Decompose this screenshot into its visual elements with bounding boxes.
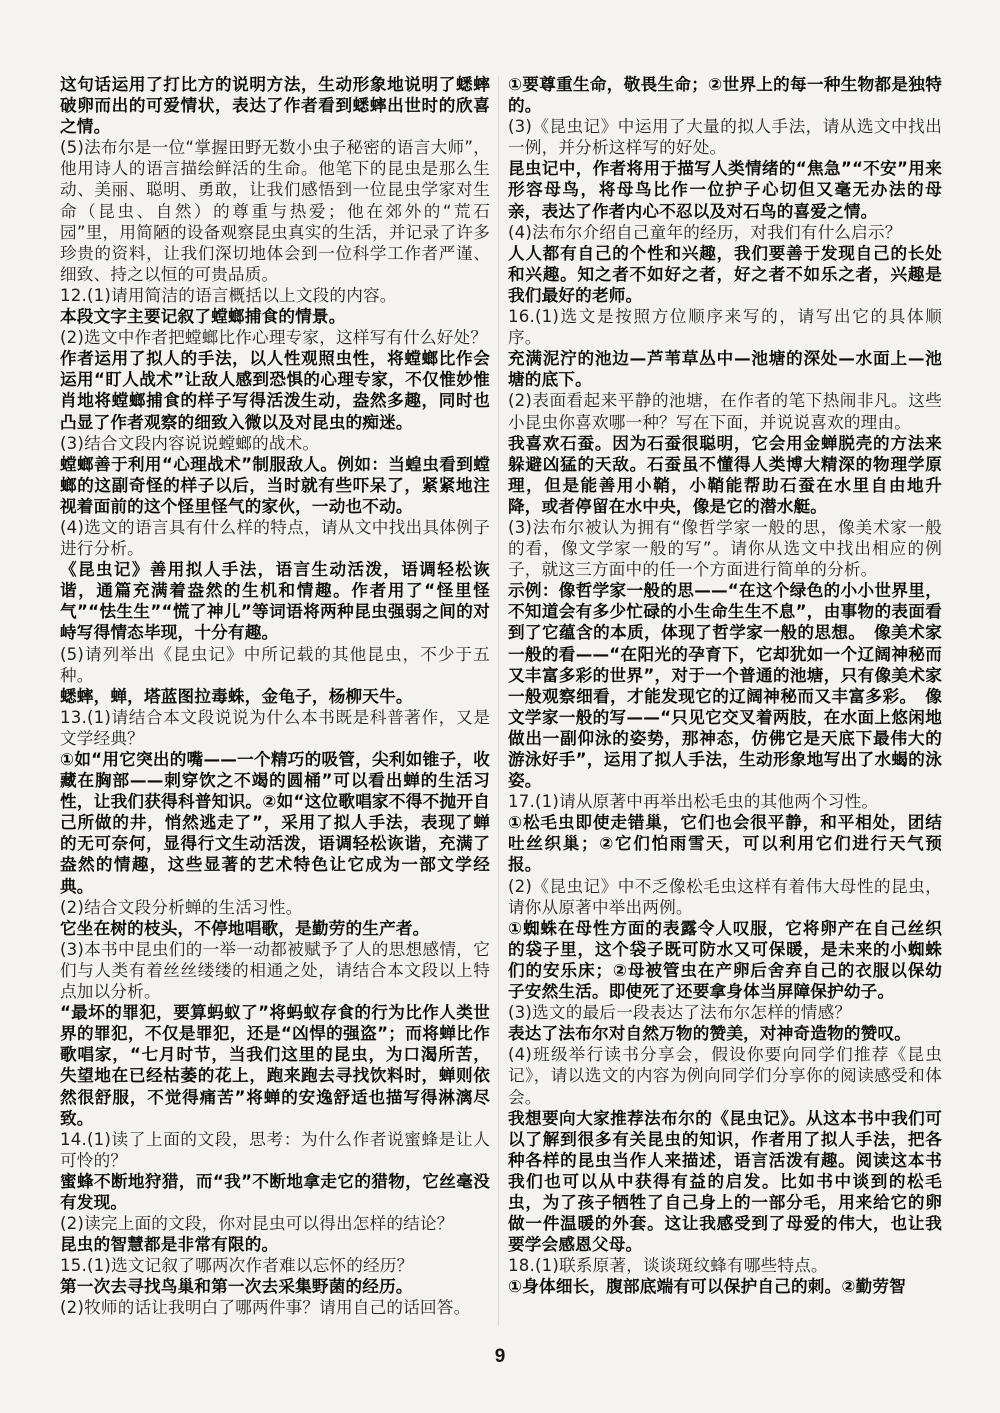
question-paragraph: (2)结合文段分析蝉的生活习性。	[60, 897, 303, 917]
answer-paragraph: 昆虫记中，作者将用于描写人类情绪的“焦急”“不安”用来形容母鸟，将母鸟比作一位护子心切但又毫无办法的母亲，表达了作者内心不忍以及对石鸟的喜爱之情。	[508, 159, 942, 221]
left-column	[60, 74, 490, 1319]
answer-paragraph: 作者运用了拟人的手法，以人性观照虫性，将螳螂比作会运用“盯人战术”让敌人感到恐惧的心理专家，不仅惟妙惟肖地将螳螂捕食的样子写得活泼生动，盎然多趣，同时也凸显了作者观察的细致入微以及对昆虫的痴迷。	[60, 349, 490, 432]
question-paragraph: (4)法布尔介绍自己童年的经历，对我们有什么启示？	[508, 222, 902, 242]
answer-paragraph: 充满泥泞的池边—芦苇草丛中—池塘的深处—水面上—池塘的底下。	[508, 349, 942, 390]
answer-paragraph: 它坐在树的枝头，不停地唱歌，是勤劳的生产者。	[60, 918, 430, 938]
question-paragraph: (4)选文的语言具有什么样的特点，请从文中找出具体例子进行分析。	[60, 517, 490, 559]
answer-paragraph: 昆虫的智慧都是非常有限的。	[60, 1235, 279, 1255]
answer-paragraph: 螳螂善于利用“心理战术”制服敌人。例如：当蝗虫看到螳螂的这副奇怪的样子以后，当时就有些吓呆了，紧紧地注视着面前的这个怪里怪气的家伙，一动也不动。	[60, 454, 490, 516]
answer-paragraph: 我想要向大家推荐法布尔的《昆虫记》。从这本书中我们可以了解到很多有关昆虫的知识，作者用了拟人手法，把各种各样的昆虫当作人来描述，语言活泼有趣。阅读这本书我们也可以从中获得有益的启发。比如书中谈到的松毛虫，为了孩子牺牲了自己身上的一部分毛，用来给它的卵做一件温暖的外套。这让我感受到了母爱的伟大，也让我要学会感恩父母。	[508, 1108, 942, 1255]
question-paragraph: (3)本书中昆虫们的一举一动都被赋予了人的思想感情，它们与人类有着丝丝缕缕的相通之处，请结合本文段以上特点加以分析。	[60, 939, 490, 1002]
answer-paragraph: 表达了法布尔对自然万物的赞美，对神奇造物的赞叹。	[508, 1024, 912, 1044]
answer-paragraph: ①身体细长，腹部底端有可以保护自己的刺。②勤劳智	[508, 1277, 906, 1297]
right-column	[508, 74, 942, 1297]
answer-paragraph: 人人都有自己的个性和兴趣，我们要善于发现自己的长处和兴趣。知之者不如好之者，好之者不如乐之者，兴趣是我们最好的老师。	[508, 243, 942, 305]
column-divider	[498, 76, 499, 1326]
question-paragraph: (3)《昆虫记》中运用了大量的拟人手法，请从选文中找出一例，并分析这样写的好处。	[508, 117, 942, 158]
question-paragraph: (3)结合文段内容说说螳螂的战术。	[60, 433, 320, 453]
answer-paragraph: 示例：像哲学家一般的思——“在这个绿色的小小世界里，不知道会有多少忙碌的小生命生生不息”，由事物的表面看到了它蕴含的本质，体现了哲学家一般的思想。 像美术家一般的看——“在阳光的孕育下，它却犹如一个辽阔神秘而又丰富多彩的世界”，对于一个普通的池塘，只有像美术家一般观察细看，才能发现它的辽阔神秘而又丰富多彩。 像文学家一般的写——“只见它交叉着两肢，在水面上悠闲地做出一副仰泳的姿势，那神态，仿佛它是天底下最伟大的游泳好手”，运用了拟人手法，生动形象地写出了水蝎的泳姿。	[508, 581, 942, 791]
question-paragraph: (5)法布尔是一位“掌握田野无数小虫子秘密的语言大师”，他用诗人的语言描绘鲜活的生命。他笔下的昆虫是那么生动、美丽、聪明、勇敢，让我们感悟到一位昆虫学家对生命（昆虫、自然）的尊重与热爱；他在郊外的“荒石园”里，用简陋的设备观察昆虫真实的生活，并记录了许多珍贵的资料，让我们深切地体会到一位科学工作者严谨、细致、持之以恒的可贵品质。	[60, 138, 490, 284]
question-paragraph: (2)《昆虫记》中不乏像松毛虫这样有着伟大母性的昆虫，请你从原著中举出两例。	[508, 876, 942, 917]
question-paragraph: 18.(1)联系原著，谈谈斑纹蜂有哪些特点。	[508, 1256, 828, 1276]
answer-paragraph: 这句话运用了打比方的说明方法，生动形象地说明了蟋蟀破卵而出的可爱情状，表达了作者看到蟋蟀出世时的欣喜之情。	[60, 75, 490, 137]
question-paragraph: (5)请列举出《昆虫记》中所记载的其他昆虫，不少于五种。	[60, 644, 490, 685]
question-paragraph: (2)选文中作者把螳螂比作心理专家，这样写有什么好处？	[60, 328, 488, 348]
question-paragraph: 14.(1)读了上面的文段，思考：为什么作者说蜜蜂是让人可怜的？	[60, 1129, 490, 1170]
page-number: 9	[494, 1346, 506, 1367]
question-paragraph: (2)读完上面的文段，你对昆虫可以得出怎样的结论？	[60, 1214, 454, 1234]
question-paragraph: (3)法布尔被认为拥有“像哲学家一般的思，像美术家一般的看，像文学家一般的写”。请你从选文中找出相应的例子，就这三方面中的任一个方面进行简单的分析。	[508, 517, 942, 580]
question-paragraph: 12.(1)请用简洁的语言概括以上文段的内容。	[60, 285, 397, 305]
answer-paragraph: 本段文字主要记叙了螳螂捕食的情景。	[60, 307, 346, 327]
answer-paragraph: “最坏的罪犯，要算蚂蚁了”将蚂蚁存食的行为比作人类世界的罪犯，不仅是罪犯，还是“凶悍的强盗”；而将蝉比作歌唱家，“七月时节，当我们这里的昆虫，为口渴所苦，失望地在已经枯萎的花上，跑来跑去寻找饮料时，蝉则依然很舒服，不觉得痛苦”将蝉的安逸舒适也描写得淋漓尽致。	[60, 1003, 490, 1128]
answer-paragraph: 蟋蟀，蝉，塔蓝图拉毒蛛，金龟子，杨柳天牛。	[60, 686, 413, 706]
answer-paragraph: ①松毛虫即使走错巢，它们也会很平静，和平相处，团结吐丝织巢；②它们怕雨雪天，可以利用它们进行天气预报。	[508, 813, 942, 875]
answer-paragraph: ①如“用它突出的嘴——一个精巧的吸管，尖利如锥子，收藏在胸部——刺穿饮之不竭的圆桶”可以看出蝉的生活习性，让我们获得科普知识。②如“这位歌唱家不得不抛开自己所做的井，悄然逃走了”，采用了拟人手法，表现了蝉的无可奈何，显得行文生动活泼，语调轻松诙谐，充满了盎然的情趣，这些显著的艺术特色让它成为一部文学经典。	[60, 750, 490, 896]
question-paragraph: 17.(1)请从原著中再举出松毛虫的其他两个习性。	[508, 792, 879, 812]
answer-paragraph: ①要尊重生命，敬畏生命；②世界上的每一种生物都是独特的。	[508, 75, 942, 116]
answer-paragraph: ①蜘蛛在母性方面的表露令人叹服，它将卵产在自己丝织的袋子里，这个袋子既可防水又可保暖，是未来的小蜘蛛们的安乐床；②母被管虫在产卵后舍弃自己的衣服以保幼子安然生活。即使死了还要拿身体当屏障保护幼子。	[508, 918, 942, 1002]
question-paragraph: 16.(1)选文是按照方位顺序来写的，请写出它的具体顺序。	[508, 307, 942, 348]
question-paragraph: 15.(1)选文记叙了哪两次作者难以忘怀的经历？	[60, 1256, 414, 1276]
question-paragraph: (4)班级举行读书分享会，假设你要向同学们推荐《昆虫记》，请以选文的内容为例向同学们分享你的阅读感受和体会。	[508, 1045, 942, 1107]
question-paragraph: 13.(1)请结合本文段说说为什么本书既是科普著作，又是文学经典？	[60, 707, 490, 748]
answer-paragraph: 第一次去寻找鸟巢和第一次去采集野菌的经历。	[60, 1277, 413, 1297]
question-paragraph: (2)表面看起来平静的池塘，在作者的笔下热闹非凡。这些小昆虫你喜欢哪一种？写在下面，并说说喜欢的理由。	[508, 391, 942, 432]
question-paragraph: (3)选文的最后一段表达了法布尔怎样的情感？	[508, 1003, 852, 1023]
answer-paragraph: 《昆虫记》善用拟人手法，语言生动活泼，语调轻松诙谐，通篇充满着盎然的生机和情趣。作者用了“怪里怪气”“怯生生”“慌了神儿”等词语将两种昆虫强弱之间的对峙写得情态毕现，十分有趣。	[60, 560, 490, 643]
question-paragraph: (2)牧师的话让我明白了哪两件事？请用自己的话回答。	[60, 1298, 471, 1318]
answer-paragraph: 蜜蜂不断地狩猎，而“我”不断地拿走它的猎物，它丝毫没有发现。	[60, 1171, 490, 1212]
answer-paragraph: 我喜欢石蚕。因为石蚕很聪明，它会用金蝉脱壳的方法来躲避凶猛的天敌。石蚕虽不懂得人类博大精深的物理学原理，但是能善用小鞘，小鞘能帮助石蚕在水里自由地升降，或者停留在水中央，像是它的潜水艇。	[508, 433, 942, 516]
